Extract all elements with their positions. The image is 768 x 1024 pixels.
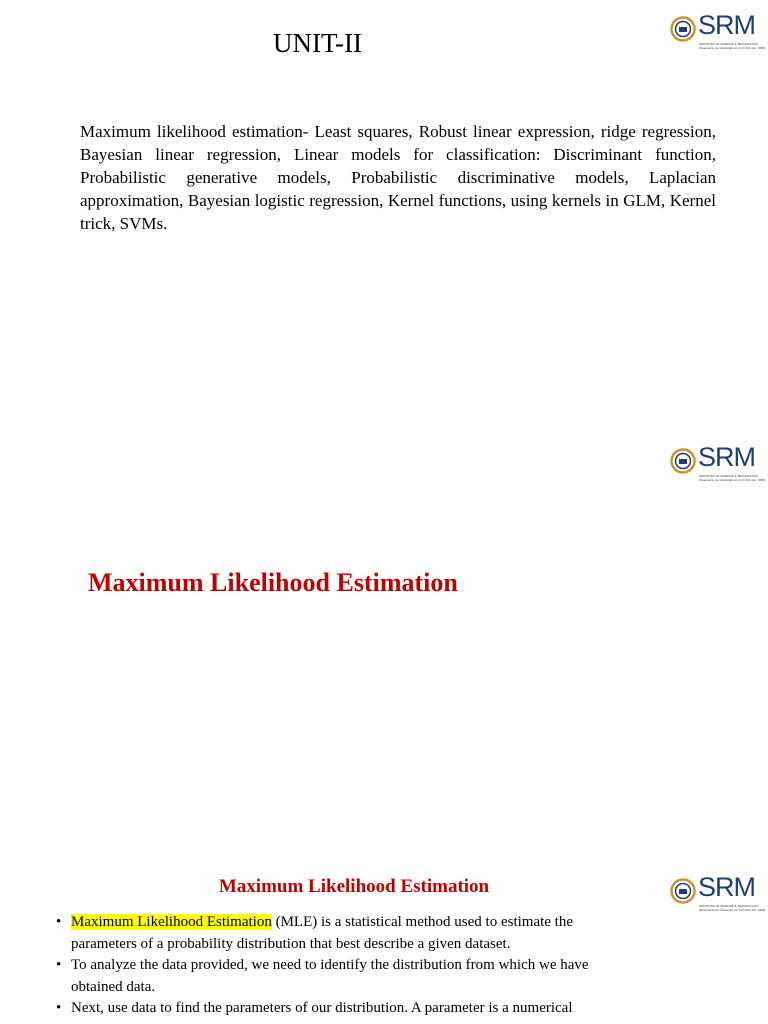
logo-tagline: INSTITUTE OF SCIENCE & TECHNOLOGY bbox=[699, 474, 759, 478]
bullet-icon: • bbox=[56, 1000, 62, 1016]
logo-tagline-sub: (Deemed to be University u/s 3 of UGC Act, 1956) bbox=[699, 478, 766, 482]
bullet-text: Next, use data to find the parameters of our distribution. A parameter is a numerical bbox=[71, 1000, 573, 1016]
slide-unit-overview bbox=[0, 0, 768, 420]
seal-icon bbox=[670, 448, 696, 474]
seal-icon bbox=[670, 16, 696, 42]
logo-tagline-sub: (Deemed to be University u/s 3 of UGC Act, 1956) bbox=[699, 46, 766, 50]
srm-logo bbox=[670, 10, 766, 54]
logo-tagline-sub: (Deemed to be University u/s 3 of UGC Act, 1956) bbox=[699, 908, 766, 912]
bullet-item bbox=[56, 998, 636, 1020]
srm-logo bbox=[670, 442, 766, 486]
bullet-text: (MLE) is a statistical method used to estimate the parameters of a probability distribution that best describe a given dataset. bbox=[71, 914, 574, 952]
bullet-icon: • bbox=[56, 957, 62, 973]
logo-tagline: INSTITUTE OF SCIENCE & TECHNOLOGY bbox=[699, 904, 759, 908]
bullet-icon: • bbox=[56, 914, 62, 930]
bullet-item bbox=[56, 955, 636, 998]
logo-wordmark: SRM bbox=[698, 442, 755, 472]
section-heading: Maximum Likelihood Estimation bbox=[88, 568, 458, 597]
unit-title: UNIT-II bbox=[273, 28, 362, 58]
bullet-text: To analyze the data provided, we need to identify the distribution from which we have obtained data. bbox=[71, 957, 589, 995]
unit-topics: Maximum likelihood estimation- Least squares, Robust linear expression, ridge regression, Bayesian linear regression, Linear models for classification: Discriminant function, Probabilistic generative models, Probabilistic discriminative models, Laplacian approximation, Bayesian logistic regression, Kernel functions, using kernels in GLM, Kernel trick, SVMs. bbox=[80, 122, 716, 233]
slide-heading: Maximum Likelihood Estimation bbox=[218, 876, 490, 897]
slide-mle-intro bbox=[0, 840, 768, 1024]
highlighted-term: Maximum Likelihood Estimation bbox=[71, 914, 272, 930]
bullet-list bbox=[56, 912, 636, 1020]
logo-wordmark: SRM bbox=[698, 10, 755, 40]
logo-wordmark: SRM bbox=[698, 872, 755, 902]
bullet-item bbox=[56, 912, 636, 955]
slide-section-title bbox=[0, 420, 768, 840]
logo-tagline: INSTITUTE OF SCIENCE & TECHNOLOGY bbox=[699, 42, 759, 46]
